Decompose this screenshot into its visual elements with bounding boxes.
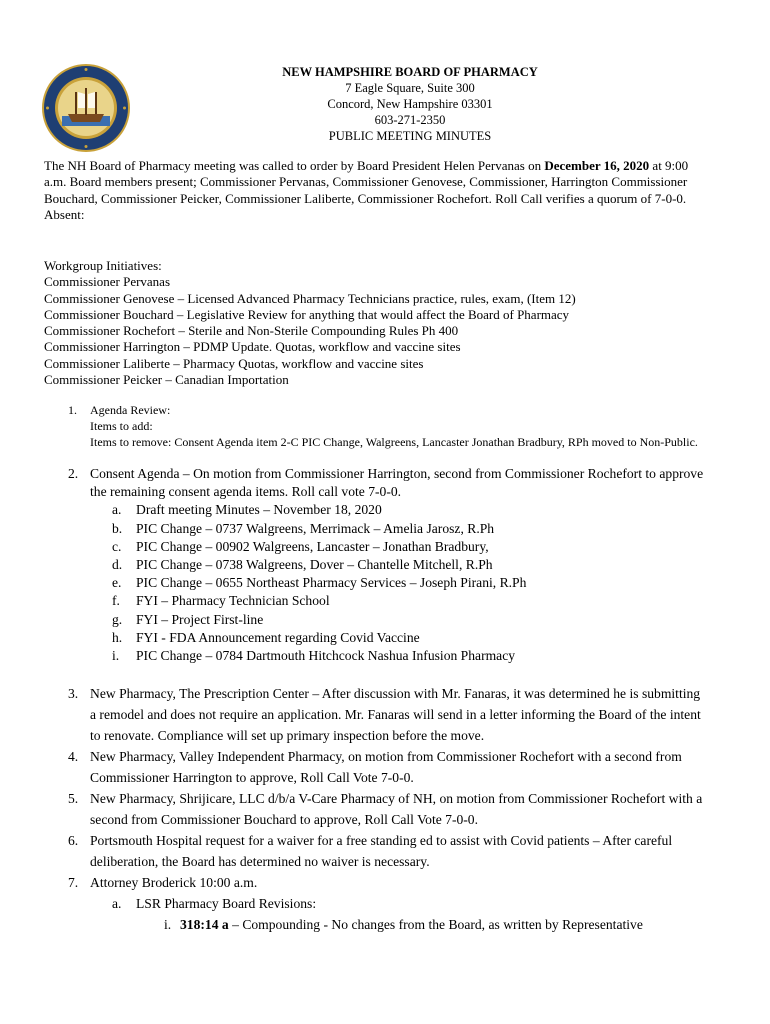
state-seal-icon [42, 64, 130, 152]
list-item: g. FYI – Project First-line [112, 611, 264, 627]
agenda-item-5: 5. New Pharmacy, Shrijicare, LLC d/b/a V-Care Pharmacy of NH, on motion from Commissioner Rochefort with a second from Commissioner Bouchard to approve, Roll Call Vote 7-0-0. [68, 791, 703, 828]
list-item: i. PIC Change – 0784 Dartmouth Hitchcock Nashua Infusion Pharmacy [112, 648, 516, 664]
letterhead [130, 64, 670, 144]
address-line-2: Concord, New Hampshire 03301 [327, 97, 493, 111]
list-item: b. PIC Change – 0737 Walgreens, Merrimack – Amelia Jarosz, R.Ph [112, 520, 495, 536]
consent-agenda-list [44, 501, 704, 665]
workgroup-line: Commissioner Peicker – Canadian Importation [44, 372, 289, 388]
workgroup-initiatives [44, 258, 704, 388]
list-item: a. LSR Pharmacy Board Revisions: [112, 896, 317, 912]
items-to-remove: Items to remove: Consent Agenda item 2-C PIC Change, Walgreens, Lancaster Jonathan Bradbury, RPh moved to Non-Public. [90, 435, 698, 449]
list-item: h. FYI - FDA Announcement regarding Covid Vaccine [112, 629, 420, 645]
item-number: 2. [68, 466, 79, 481]
address-line-1: 7 Eagle Square, Suite 300 [345, 81, 475, 95]
phone-number: 603-271-2350 [374, 113, 446, 127]
workgroup-line: Commissioner Pervanas [44, 274, 171, 290]
list-item: e. PIC Change – 0655 Northeast Pharmacy Services – Joseph Pirani, R.Ph [112, 575, 527, 591]
workgroup-line: Commissioner Bouchard – Legislative Review for anything that would affect the Board of Pharmacy [44, 306, 570, 322]
workgroup-title: Workgroup Initiatives: [44, 258, 162, 273]
agenda-item-2 [44, 465, 704, 501]
workgroup-line: Commissioner Rochefort – Sterile and Non-Sterile Compounding Rules Ph 400 [44, 323, 459, 339]
meeting-date: December 16, 2020 [544, 158, 650, 173]
workgroup-line: Commissioner Genovese – Licensed Advanced Pharmacy Technicians practice, rules, exam, (Item 12) [44, 290, 576, 306]
list-item: i. 318:14 a – Compounding - No changes from the Board, as written by Representative [164, 917, 643, 933]
intro-paragraph [44, 158, 704, 223]
workgroup-line: Commissioner Laliberte – Pharmacy Quotas, workflow and vaccine sites [44, 355, 424, 371]
list-item: a. Draft meeting Minutes – November 18, 2020 [112, 502, 382, 518]
item-number: 1. [68, 403, 77, 417]
agenda-item-7: 7. Attorney Broderick 10:00 a.m. [68, 875, 258, 891]
agenda-item-1 [44, 402, 704, 450]
call-to-order: The NH Board of Pharmacy meeting was called to order by Board President Helen Pervanas on December 16, 2020 at 9:00 a.m. Board members present; Commissioner Pervanas, Commissioner Genovese, Commissioner, Harrington Commissioner Bouchard, Commissioner Peicker, Commissioner Laliberte, Commissioner Rochefort. Roll Call verifies a quorum of 7-0-0. [44, 158, 689, 206]
agenda-item-4: 4. New Pharmacy, Valley Independent Pharmacy, on motion from Commissioner Rochefort with a second from Commissioner Harrington to approve, Roll Call Vote 7-0-0. [68, 749, 682, 786]
agenda-item-6: 6. Portsmouth Hospital request for a waiver for a free standing ed to assist with Covid patients – After careful deliberation, the Board has determined no waiver is necessary. [68, 833, 673, 870]
list-item: c. PIC Change – 00902 Walgreens, Lancaster – Jonathan Bradbury, [112, 538, 489, 554]
organization-name: NEW HAMPSHIRE BOARD OF PHARMACY [282, 65, 538, 79]
list-item: f. FYI – Pharmacy Technician School [112, 593, 330, 609]
agenda-items-3-7 [44, 683, 704, 935]
absent-line: Absent: [44, 206, 85, 222]
document-type: PUBLIC MEETING MINUTES [328, 129, 492, 143]
agenda-items [44, 402, 704, 935]
items-to-add: Items to add: [90, 419, 153, 433]
item-text: Consent Agenda – On motion from Commissioner Harrington, second from Commissioner Rochefort to approve the remaining consent agenda items. Roll call vote 7-0-0. [90, 466, 704, 500]
agenda-item-3: 3. New Pharmacy, The Prescription Center – After discussion with Mr. Fanaras, it was determined he is submitting a remodel and does not require an application. Mr. Fanaras will send in a letter informing the Board of the intent to renovate. Compliance will set up primary inspection before the move. [68, 686, 701, 744]
list-item: d. PIC Change – 0738 Walgreens, Dover – Chantelle Mitchell, R.Ph [112, 557, 493, 573]
workgroup-line: Commissioner Harrington – PDMP Update. Quotas, workflow and vaccine sites [44, 339, 461, 355]
item-title: Agenda Review: [90, 403, 171, 417]
